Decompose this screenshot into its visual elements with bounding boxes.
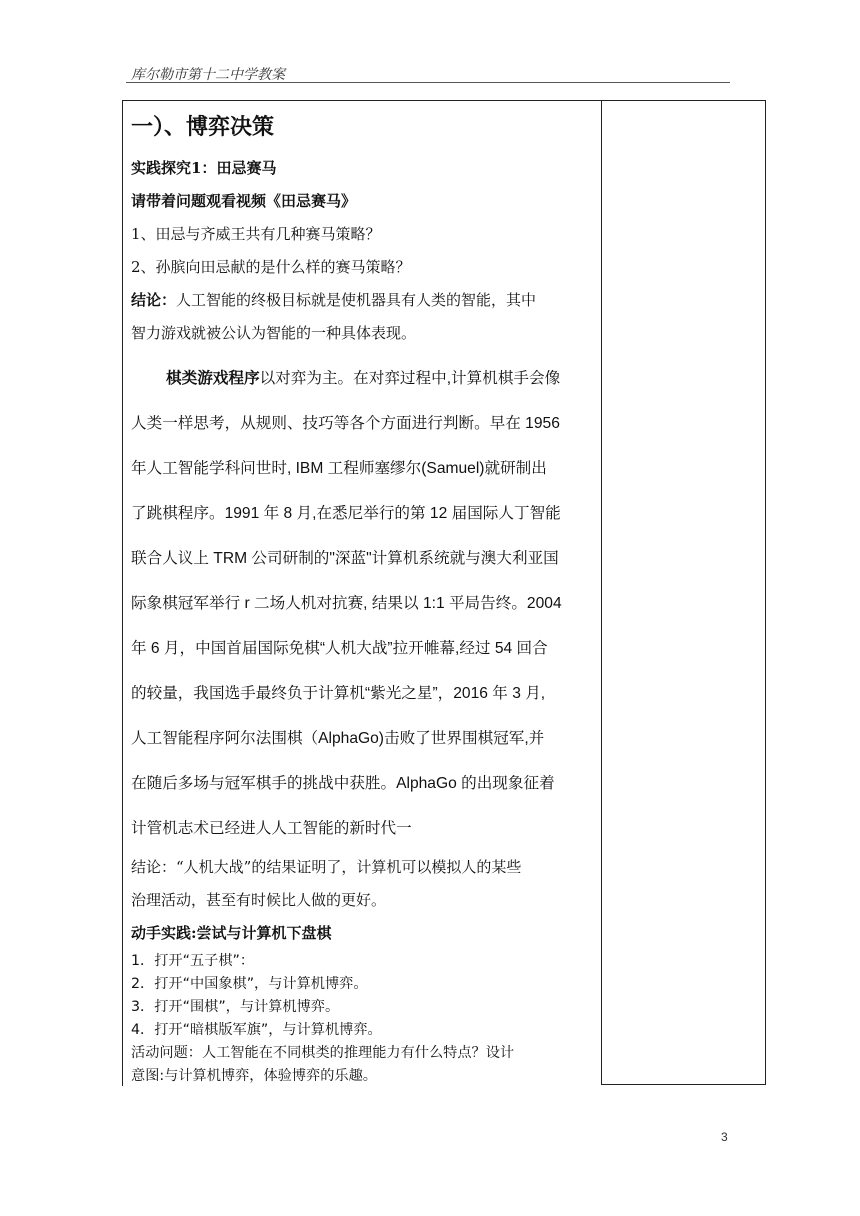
question-1: 1、田忌与齐威王共有几种赛马策略？ — [131, 225, 381, 243]
paragraph-line-6: 际象棋冠军举行 r 二场人机对抗赛, 结果以 1:1 平局告终。2004 — [131, 595, 562, 612]
conclusion-1-text: 人工智能的终极目标就是使机器具有人类的智能，其中 — [176, 291, 537, 309]
paragraph-line-3: 年人工智能学科问世时, IBM 工程师塞缪尔(Samuel)就研制出 — [131, 460, 547, 477]
header-rule — [126, 82, 730, 83]
paragraph-line-7: 年 6 月，中国首届国际免棋“人机大战”拉开帷幕,经过 54 回合 — [131, 640, 548, 657]
conclusion-2-line-1: 结论：“人机大战”的结果证明了，计算机可以模拟人的某些 — [131, 858, 522, 876]
question-2: 2、孙膑向田忌献的是什么样的赛马策略？ — [131, 258, 411, 276]
step-1: 1．打开“五子棋”： — [131, 953, 255, 969]
paragraph-line-1 — [131, 356, 597, 401]
step-2: 2．打开“中国象棋”，与计算机博弈。 — [131, 976, 368, 992]
activity-line-2: 意图:与计算机博弈，体验博弈的乐趣。 — [131, 1068, 377, 1084]
activity-line-1: 活动问题：人工智能在不同棋类的推理能力有什么特点？设计 — [131, 1045, 515, 1061]
conclusion-label: 结论： — [131, 291, 177, 309]
paragraph-line-4: 了跳棋程序。1991 年 8 月,在悉尼举行的第 12 届国际人丁智能 — [131, 505, 561, 522]
conclusion-1-line-1 — [131, 284, 597, 317]
table-top-border — [122, 100, 766, 101]
paragraph-line-5: 联合人议上 TRM 公司研制的"深蓝"计算机系统就与澳大利亚国 — [131, 550, 559, 567]
paragraph-line-11: 计管机志术已经进人人工智能的新时代一 — [131, 820, 412, 837]
page-number: 3 — [721, 1130, 728, 1144]
table-left-border — [122, 100, 123, 1086]
paragraph-line-1-text: 以对弈为主。在对弈过程中,计算机棋手会像 — [259, 370, 561, 387]
table-middle-divider — [601, 100, 602, 1085]
step-3: 3．打开“围棋”，与计算机博弈。 — [131, 999, 340, 1015]
conclusion-2-line-2: 治理活动，甚至有时候比人做的更好。 — [131, 891, 387, 909]
table-right-border — [765, 100, 766, 1085]
section-heading: 一）、博弈决策 — [131, 115, 275, 140]
document-header: 库尔勒市第十二中学教案 — [131, 67, 285, 83]
hands-on-title: 动手实践:尝试与计算机下盘棋 — [131, 924, 332, 942]
lesson-content — [131, 104, 597, 1088]
paragraph-line-2: 人类一样思考，从规则、技巧等各个方面进行判断。早在 1956 — [131, 415, 560, 432]
paragraph-line-9: 人工智能程序阿尔法围棋（AlphaGo)击败了世界围棋冠军,并 — [131, 730, 545, 747]
table-bottom-border — [601, 1084, 766, 1085]
paragraph-line-8: 的较量，我国选手最终负于计算机“紫光之星”，2016 年 3 月, — [131, 685, 546, 702]
practice-title: 实践探究1：田忌赛马 — [131, 159, 277, 177]
paragraph-bold-term: 棋类游戏程序 — [166, 370, 260, 387]
paragraph-line-10: 在随后多场与冠军棋手的挑战中获胜。AlphaGo 的出现象征着 — [131, 775, 555, 792]
video-prompt: 请带着问题观看视频《田忌赛马》 — [131, 192, 357, 210]
conclusion-1-line-2: 智力游戏就被公认为智能的一种具体表现。 — [131, 324, 417, 342]
step-4: 4．打开“暗棋版军旗”，与计算机博弈。 — [131, 1022, 382, 1038]
